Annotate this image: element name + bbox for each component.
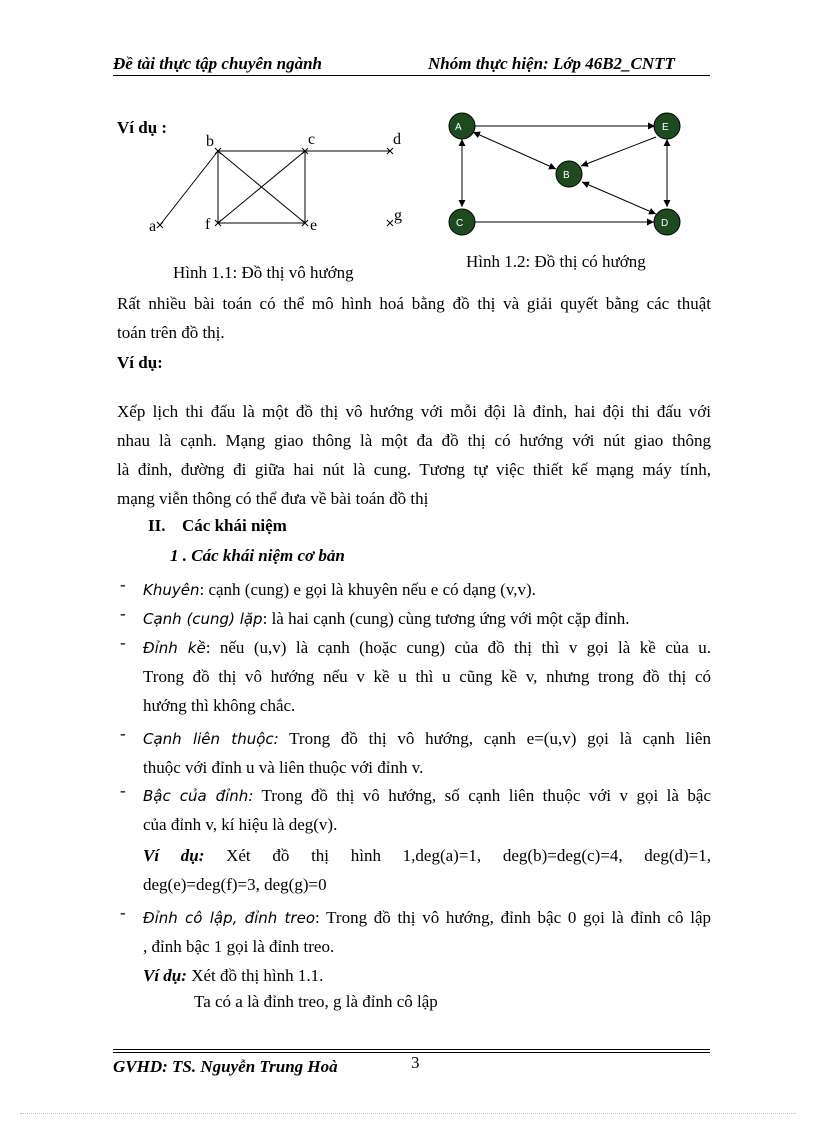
item-bac-cua-dinh-example-2: deg(e)=deg(f)=3, deg(g)=0 (143, 875, 327, 894)
arc-b-d (582, 182, 656, 214)
vertex-label-a: a (149, 218, 157, 235)
text-canh-lien-thuoc-1: Trong đồ thị vô hướng, cạnh e=(u,v) gọi là cạnh liên (278, 729, 711, 748)
example-label-2: Ví dụ: (117, 353, 163, 372)
figure-1-caption: Hình 1.1: Đồ thị vô hướng (173, 263, 354, 282)
page-edge (20, 1113, 796, 1114)
item-bac-cua-dinh-example-1 (143, 841, 711, 870)
example-para-line-4: mạng viễn thông có thể đưa về bài toán đồ thị (117, 489, 429, 508)
node-label-e: E (662, 122, 669, 133)
item-khuyen (143, 575, 711, 605)
arc-a-b (473, 132, 556, 169)
section-number: II. (148, 516, 166, 535)
arc-e-b (581, 137, 656, 166)
bullet-dinh-ke: - (120, 633, 126, 652)
bullet-bac-cua-dinh: - (120, 781, 126, 800)
term-canh-lien-thuoc: Cạnh liên thuộc: (143, 730, 279, 748)
bullet-khuyen: - (120, 575, 126, 594)
example-label-co-lap: Ví dụ: (143, 966, 187, 985)
vertex-label-f: f (205, 216, 211, 233)
subsection-title: 1 . Các khái niệm cơ bản (170, 546, 345, 565)
vertex-label-c: c (308, 131, 316, 148)
header-left: Đề tài thực tập chuyên ngành (113, 54, 323, 73)
term-dinh-co-lap: Đỉnh cô lập, đỉnh treo (143, 909, 315, 927)
text-bac-cua-dinh-1: Trong đồ thị vô hướng, số cạnh liên thuộc với v gọi là bậc (253, 786, 711, 805)
node-label-c: C (456, 218, 464, 229)
footer-left: GVHD: TS. Nguyễn Trung Hoà (113, 1057, 338, 1076)
item-canh-lien-thuoc-line-1 (143, 724, 711, 754)
node-c (449, 209, 475, 235)
node-a (449, 113, 475, 139)
example-para-line-2: nhau là cạnh. Mạng giao thông là một đa đồ thị có hướng với nút giao thông (117, 431, 711, 450)
item-bac-cua-dinh-line-2: của đỉnh v, kí hiệu là deg(v). (143, 815, 338, 834)
example-label-bac: Ví dụ: (143, 846, 205, 865)
node-d (654, 209, 680, 235)
node-b (556, 161, 582, 187)
text-canh-lap: : là hai cạnh (cung) cùng tương ứng với một cặp đỉnh. (262, 609, 630, 628)
node-label-a: A (455, 122, 462, 133)
text-khuyen: : cạnh (cung) e gọi là khuyên nếu e có dạng (v,v). (199, 580, 536, 599)
header-rule (113, 75, 710, 76)
example-para-line-1: Xếp lịch thi đấu là một đồ thị vô hướng với mỗi đội là đỉnh, hai đội thi đấu với (117, 402, 711, 421)
example-para-line-3: là đỉnh, đường đi giữa hai nút là cung. Tương tự việc thiết kế mạng máy tính, (117, 460, 711, 479)
text-dinh-ke-1: : nếu (u,v) là cạnh (hoặc cung) của đồ thị thì v gọi là kề của u. (205, 638, 711, 657)
item-dinh-co-lap-line-1 (143, 903, 711, 933)
conclusion-line: Ta có a là đỉnh treo, g là đỉnh cô lập (194, 992, 438, 1011)
item-canh-lap (143, 604, 711, 634)
figure-2-caption: Hình 1.2: Đồ thị có hướng (466, 252, 646, 271)
edge-b-a (160, 151, 218, 225)
page-number: 3 (411, 1053, 420, 1072)
bullet-canh-lap: - (120, 604, 126, 623)
example-text-bac-1: Xét đồ thị hình 1,deg(a)=1, deg(b)=deg(c)=4, deg(d)=1, (204, 846, 711, 865)
vertex-mark-g (387, 220, 393, 226)
item-dinh-ke-line-2: Trong đồ thị vô hướng nếu v kề u thì u cũng kề v, nhưng trong đồ thị có (143, 667, 711, 686)
section-title: Các khái niệm (182, 516, 287, 535)
vertex-label-b: b (206, 133, 214, 150)
node-label-b: B (563, 170, 570, 181)
vertex-label-e: e (310, 217, 318, 234)
term-khuyen: Khuyên (143, 581, 200, 599)
figure-2-directed-graph (445, 108, 695, 243)
term-bac-cua-dinh: Bậc của đỉnh: (143, 787, 254, 805)
figure-1-undirected-graph (140, 125, 430, 240)
example-label-1: Ví dụ : (117, 118, 168, 137)
term-canh-lap: Cạnh (cung) lặp (143, 610, 263, 628)
text-dinh-co-lap-1: : Trong đồ thị vô hướng, đỉnh bậc 0 gọi là đỉnh cô lập (315, 908, 711, 927)
item-canh-lien-thuoc-line-2: thuộc với đỉnh u và liên thuộc với đỉnh v. (143, 758, 424, 777)
intro-line-2: toán trên đồ thị. (117, 323, 225, 342)
vertex-label-g: g (394, 207, 402, 224)
bullet-dinh-co-lap: - (120, 903, 126, 922)
intro-line-1: Rất nhiều bài toán có thể mô hình hoá bằng đồ thị và giải quyết bằng các thuật (117, 294, 711, 313)
item-dinh-ke-line-3: hướng thì không chắc. (143, 696, 296, 715)
node-e (654, 113, 680, 139)
item-dinh-co-lap-example (143, 961, 711, 990)
example-text-co-lap: Xét đồ thị hình 1.1. (186, 966, 324, 985)
node-label-d: D (661, 218, 669, 229)
item-bac-cua-dinh-line-1 (143, 781, 711, 811)
item-dinh-co-lap-line-2: , đỉnh bậc 1 gọi là đỉnh treo. (143, 937, 335, 956)
vertex-mark-a (157, 222, 163, 228)
bullet-canh-lien-thuoc: - (120, 724, 126, 743)
header-right: Nhóm thực hiện: Lớp 46B2_CNTT (428, 54, 675, 73)
term-dinh-ke: Đỉnh kề (143, 639, 206, 657)
item-dinh-ke-line-1 (143, 633, 711, 663)
vertex-label-d: d (393, 131, 401, 148)
footer-rule-top (113, 1049, 710, 1050)
